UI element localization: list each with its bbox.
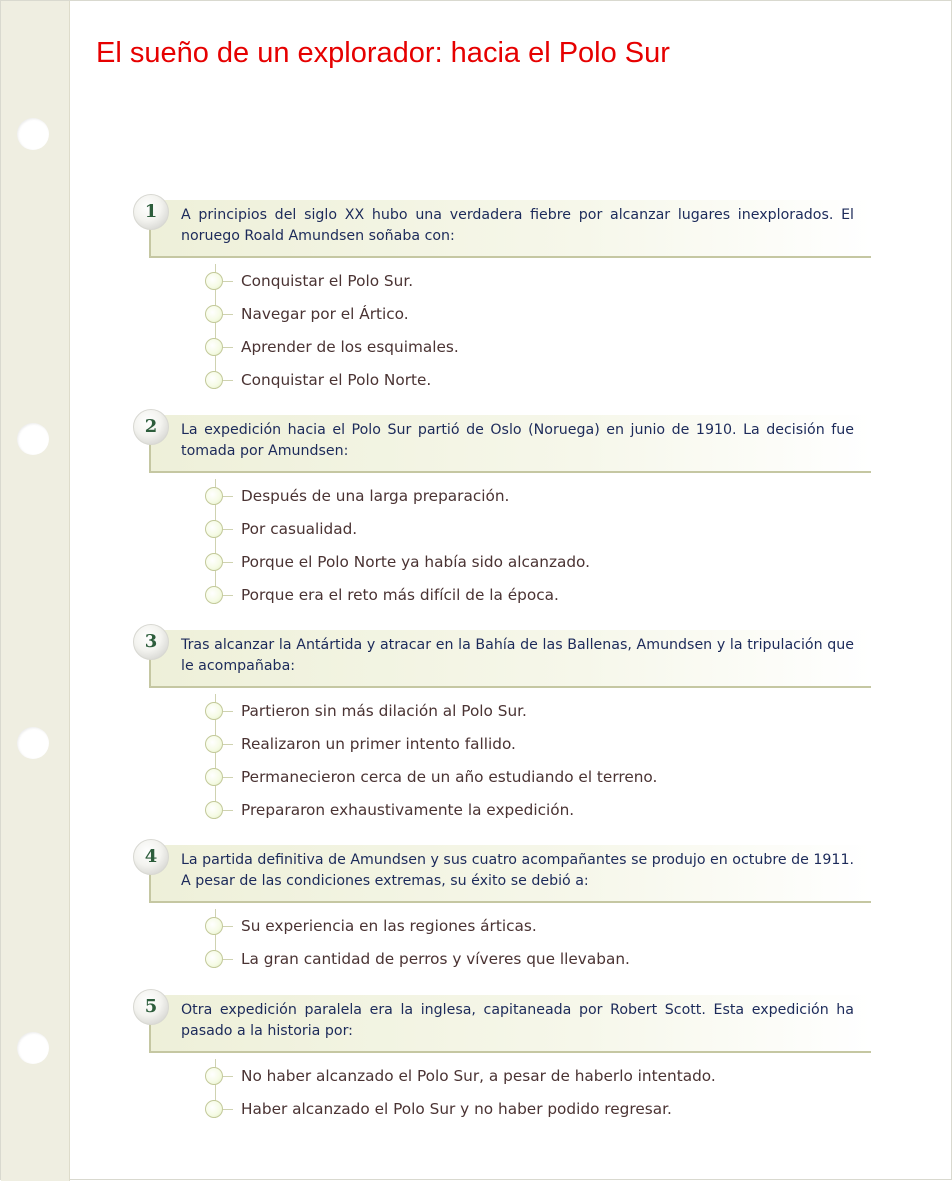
connector-line [223,810,233,811]
answer-option[interactable] [131,1098,871,1131]
answer-option[interactable] [131,270,871,303]
binder-margin [1,1,70,1181]
answer-options [131,700,871,832]
answer-label: Navegar por el Ártico. [241,305,409,323]
answer-label: Porque era el reto más difícil de la época. [241,586,559,604]
page-title: El sueño de un explorador: hacia el Polo Sur [96,37,670,69]
connector-line [223,281,233,282]
question-text: Tras alcanzar la Antártida y atracar en la Bahía de las Ballenas, Amundsen y la tripulación que le acompañaba: [181,637,854,674]
answer-option[interactable] [131,369,871,402]
answer-option[interactable] [131,518,871,551]
answer-option[interactable] [131,336,871,369]
answer-label: Partieron sin más dilación al Polo Sur. [241,702,527,720]
answer-option[interactable] [131,766,871,799]
answer-options [131,915,871,981]
answer-option[interactable] [131,551,871,584]
question-3 [131,630,871,832]
answer-label: Realizaron un primer intento fallido. [241,735,516,753]
question-header [144,200,871,258]
radio-bullet-icon[interactable] [205,1100,223,1118]
question-text: La partida definitiva de Amundsen y sus cuatro acompañantes se produjo en octubre de 1911. A pesar de las condiciones extremas, su éxito se debió a: [181,852,854,889]
connector-line [223,347,233,348]
radio-bullet-icon[interactable] [205,801,223,819]
radio-bullet-icon[interactable] [205,487,223,505]
question-number-badge: 2 [133,409,169,445]
connector-line [223,1076,233,1077]
radio-bullet-icon[interactable] [205,272,223,290]
answer-options [131,270,871,402]
answer-label: Después de una larga preparación. [241,487,510,505]
radio-bullet-icon[interactable] [205,553,223,571]
question-header [144,415,871,473]
connector-line [223,926,233,927]
connector-line [223,314,233,315]
question-text: A principios del siglo XX hubo una verdadera fiebre por alcanzar lugares inexplorados. El noruego Roald Amundsen soñaba con: [181,207,854,244]
question-header [144,995,871,1053]
connector-line [223,777,233,778]
radio-bullet-icon[interactable] [205,735,223,753]
radio-bullet-icon[interactable] [205,586,223,604]
connector-line [223,380,233,381]
question-number-badge: 4 [133,839,169,875]
connector-line [223,529,233,530]
answer-label: Por casualidad. [241,520,358,538]
answer-option[interactable] [131,948,871,981]
binder-hole [17,118,49,150]
question-1 [131,200,871,402]
question-text: Otra expedición paralela era la inglesa, capitaneada por Robert Scott. Esta expedición ha pasado a la historia por: [181,1002,854,1039]
question-4 [131,845,871,981]
connector-line [223,496,233,497]
question-header [144,845,871,903]
answer-option[interactable] [131,915,871,948]
answer-option[interactable] [131,799,871,832]
radio-bullet-icon[interactable] [205,917,223,935]
answer-option[interactable] [131,1065,871,1098]
radio-bullet-icon[interactable] [205,305,223,323]
answer-label: Conquistar el Polo Sur. [241,272,414,290]
binder-hole [17,423,49,455]
answer-label: Conquistar el Polo Norte. [241,371,432,389]
answer-option[interactable] [131,584,871,617]
answer-option[interactable] [131,733,871,766]
question-number-badge: 1 [133,194,169,230]
answer-label: Su experiencia en las regiones árticas. [241,917,537,935]
answer-label: No haber alcanzado el Polo Sur, a pesar de haberlo intentado. [241,1067,716,1085]
answer-label: La gran cantidad de perros y víveres que llevaban. [241,950,630,968]
radio-bullet-icon[interactable] [205,338,223,356]
connector-line [223,1109,233,1110]
radio-bullet-icon[interactable] [205,520,223,538]
radio-bullet-icon[interactable] [205,950,223,968]
question-2 [131,415,871,617]
answer-label: Permanecieron cerca de un año estudiando el terreno. [241,768,658,786]
connector-line [223,711,233,712]
answer-option[interactable] [131,303,871,336]
connector-line [223,562,233,563]
connector-line [223,959,233,960]
question-header [144,630,871,688]
answer-option[interactable] [131,700,871,733]
binder-hole [17,1032,49,1064]
question-number-badge: 5 [133,989,169,1025]
radio-bullet-icon[interactable] [205,768,223,786]
radio-bullet-icon[interactable] [205,702,223,720]
question-5 [131,995,871,1131]
answer-options [131,1065,871,1131]
answer-label: Aprender de los esquimales. [241,338,459,356]
question-number-badge: 3 [133,624,169,660]
answer-options [131,485,871,617]
connector-line [223,595,233,596]
connector-line [223,744,233,745]
radio-bullet-icon[interactable] [205,371,223,389]
answer-option[interactable] [131,485,871,518]
answer-label: Prepararon exhaustivamente la expedición. [241,801,575,819]
answer-label: Haber alcanzado el Polo Sur y no haber podido regresar. [241,1100,672,1118]
answer-label: Porque el Polo Norte ya había sido alcanzado. [241,553,591,571]
question-text: La expedición hacia el Polo Sur partió de Oslo (Noruega) en junio de 1910. La decisión fue tomada por Amundsen: [181,422,854,459]
binder-hole [17,727,49,759]
radio-bullet-icon[interactable] [205,1067,223,1085]
